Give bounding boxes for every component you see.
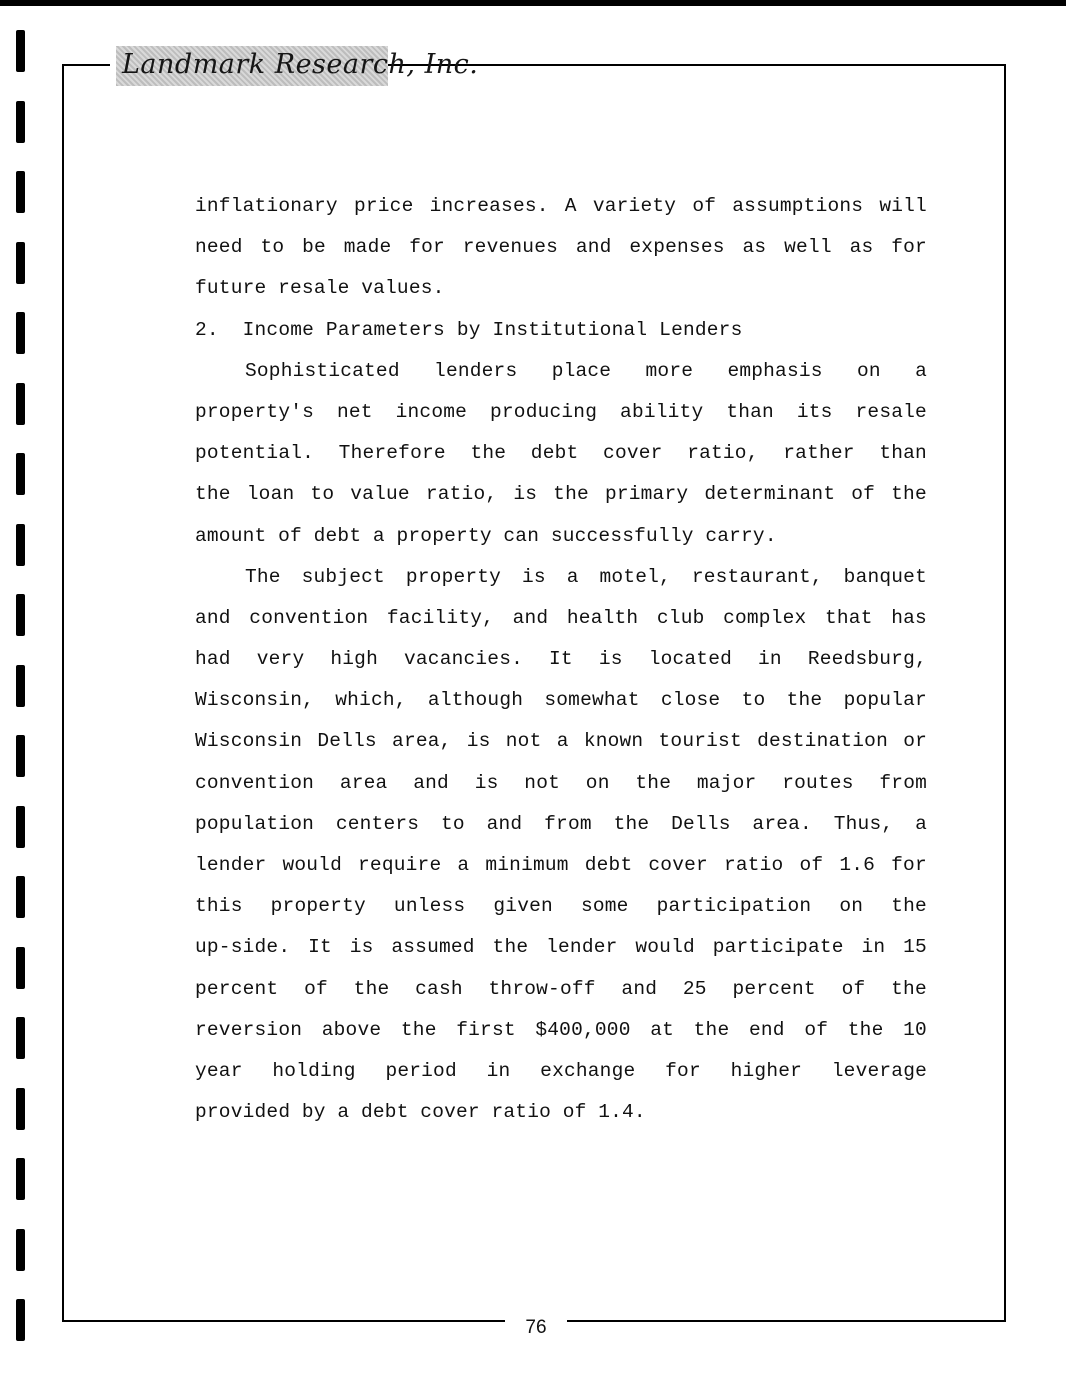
word: routes bbox=[782, 771, 854, 794]
word: future bbox=[195, 277, 267, 300]
word: inflationary bbox=[195, 195, 338, 217]
word: convention bbox=[195, 771, 315, 794]
body-line bbox=[195, 433, 927, 474]
word: It bbox=[308, 936, 332, 959]
word: at bbox=[650, 1018, 675, 1041]
word: participate bbox=[712, 936, 844, 959]
body-line bbox=[195, 310, 927, 351]
body-line bbox=[195, 557, 927, 598]
word: $400,000 bbox=[535, 1018, 631, 1041]
punch-hole bbox=[16, 947, 25, 989]
word: ratio bbox=[723, 854, 784, 876]
word: the bbox=[195, 483, 231, 506]
word: primary bbox=[604, 483, 689, 506]
word: than bbox=[726, 400, 774, 423]
document-body bbox=[195, 186, 927, 1133]
word: assumed bbox=[391, 936, 475, 959]
word: located bbox=[648, 648, 733, 671]
word: the bbox=[470, 442, 507, 465]
word: The bbox=[245, 565, 281, 588]
word: a bbox=[566, 565, 579, 588]
word: variety bbox=[592, 195, 677, 217]
word: centers bbox=[335, 812, 420, 835]
word: A bbox=[564, 195, 577, 217]
punch-hole bbox=[16, 383, 25, 425]
word: on bbox=[856, 359, 881, 382]
word: is bbox=[598, 648, 623, 671]
punch-hole bbox=[16, 242, 25, 284]
word: successfully bbox=[550, 524, 694, 547]
page-number-text: 76 bbox=[525, 1317, 547, 1338]
word: motel, bbox=[599, 565, 671, 588]
body-line bbox=[195, 969, 927, 1010]
word: convention bbox=[249, 606, 369, 629]
word: although bbox=[427, 689, 524, 712]
word: a bbox=[915, 359, 927, 382]
letterhead-logo bbox=[110, 46, 479, 86]
word: not bbox=[505, 730, 542, 753]
word: carry. bbox=[705, 524, 777, 547]
word: would bbox=[282, 854, 342, 876]
word: the bbox=[891, 483, 927, 506]
word: from bbox=[544, 812, 592, 835]
word: Dells bbox=[671, 812, 731, 835]
word: has bbox=[891, 606, 927, 629]
word: ratio, bbox=[687, 442, 759, 465]
word: can bbox=[503, 524, 540, 547]
word: destination bbox=[757, 730, 888, 753]
word: and bbox=[413, 771, 449, 794]
word: major bbox=[696, 771, 757, 794]
word: Wisconsin bbox=[195, 730, 303, 753]
word: by bbox=[301, 1101, 326, 1124]
word: given bbox=[493, 895, 553, 918]
word: amount bbox=[195, 524, 267, 547]
word: a bbox=[915, 812, 927, 835]
word: the bbox=[400, 1018, 437, 1041]
word: property bbox=[270, 895, 366, 918]
word: lenders bbox=[434, 359, 518, 382]
word: lender bbox=[195, 854, 267, 876]
word: ratio, bbox=[425, 483, 498, 506]
word: year bbox=[195, 1059, 243, 1082]
word: above bbox=[321, 1018, 382, 1041]
word: high bbox=[330, 648, 378, 671]
word: the bbox=[613, 812, 650, 835]
word: exchange bbox=[540, 1059, 636, 1082]
word: income bbox=[395, 400, 468, 423]
word: net bbox=[336, 400, 373, 423]
word: the bbox=[353, 977, 390, 1000]
body-line bbox=[195, 639, 927, 680]
punch-hole bbox=[16, 1088, 25, 1130]
word: Wisconsin, bbox=[195, 689, 315, 712]
word: somewhat bbox=[544, 689, 640, 712]
word: be bbox=[302, 236, 326, 259]
word: is bbox=[474, 771, 499, 794]
word: to bbox=[310, 483, 335, 506]
body-line bbox=[195, 186, 927, 227]
word: in bbox=[486, 1059, 511, 1082]
word: property bbox=[405, 565, 502, 588]
word: of bbox=[304, 977, 328, 1000]
word: throw-off bbox=[488, 977, 596, 1000]
word: 15 bbox=[903, 936, 927, 959]
word: 10 bbox=[903, 1018, 927, 1041]
word: of bbox=[841, 977, 866, 1000]
punch-hole bbox=[16, 101, 25, 143]
word: of bbox=[799, 854, 824, 876]
word: and bbox=[575, 236, 612, 259]
word: assumptions bbox=[732, 195, 864, 217]
body-line bbox=[195, 1010, 927, 1051]
punch-hole bbox=[16, 1299, 25, 1341]
word: to bbox=[741, 689, 766, 712]
word: leverage bbox=[831, 1059, 927, 1082]
word: health bbox=[566, 606, 639, 629]
word: the bbox=[693, 1018, 730, 1041]
word: as bbox=[742, 236, 767, 259]
punch-hole bbox=[16, 665, 25, 707]
word: up-side. bbox=[195, 936, 291, 959]
word: cover bbox=[420, 1101, 480, 1124]
word: It bbox=[549, 648, 573, 671]
word: debt bbox=[584, 854, 633, 876]
body-line bbox=[195, 721, 927, 762]
word: is bbox=[521, 565, 546, 588]
word: debt bbox=[313, 524, 362, 547]
word: the bbox=[635, 771, 672, 794]
word: in bbox=[758, 648, 782, 671]
word: for bbox=[891, 236, 927, 259]
word: banquet bbox=[843, 565, 927, 588]
punch-hole bbox=[16, 1158, 25, 1200]
word: for bbox=[665, 1059, 701, 1082]
word: debt bbox=[530, 442, 579, 465]
letterhead-logo-text: Landmark Research, Inc. bbox=[122, 49, 479, 80]
word: values. bbox=[361, 277, 445, 300]
punch-hole bbox=[16, 453, 25, 495]
word: for bbox=[891, 854, 927, 876]
word: resale bbox=[278, 277, 350, 300]
word: made bbox=[343, 236, 392, 259]
word: popular bbox=[843, 689, 927, 712]
word: is bbox=[466, 730, 491, 753]
body-line bbox=[195, 763, 927, 804]
word: value bbox=[350, 483, 410, 506]
word: provided bbox=[195, 1101, 291, 1124]
word: rather bbox=[783, 442, 855, 465]
word: close bbox=[660, 689, 721, 712]
word: cover bbox=[603, 442, 663, 465]
word: higher bbox=[730, 1059, 803, 1082]
word: the bbox=[891, 977, 927, 1000]
word: on bbox=[585, 771, 610, 794]
word: well bbox=[784, 236, 832, 259]
body-line bbox=[195, 227, 927, 268]
punch-hole bbox=[16, 30, 25, 72]
word: its bbox=[796, 400, 833, 423]
word: emphasis bbox=[727, 359, 823, 382]
word: would bbox=[635, 936, 695, 959]
word: in bbox=[861, 936, 886, 959]
word: producing bbox=[489, 400, 598, 423]
word: Thus, bbox=[833, 812, 894, 835]
word: tourist bbox=[658, 730, 742, 753]
word: the bbox=[553, 483, 589, 506]
word: area bbox=[339, 771, 388, 794]
word: of bbox=[692, 195, 717, 217]
body-line bbox=[195, 927, 927, 968]
word: ratio bbox=[491, 1101, 552, 1124]
word: the bbox=[891, 895, 927, 918]
punch-hole bbox=[16, 171, 25, 213]
word: is bbox=[349, 936, 374, 959]
word: had bbox=[195, 648, 231, 671]
word: potential. bbox=[195, 442, 315, 465]
word: than bbox=[879, 442, 927, 465]
word: very bbox=[256, 648, 305, 671]
word: reversion bbox=[195, 1018, 303, 1041]
word: subject bbox=[301, 565, 385, 588]
word: revenues bbox=[462, 236, 558, 259]
word: known bbox=[583, 730, 644, 753]
punch-hole bbox=[16, 1017, 25, 1059]
word: unless bbox=[393, 895, 466, 918]
body-line bbox=[195, 351, 927, 392]
page-number bbox=[505, 1308, 567, 1348]
punch-hole bbox=[16, 806, 25, 848]
word: property bbox=[396, 524, 492, 547]
word: restaurant, bbox=[691, 565, 823, 588]
word: participation bbox=[656, 895, 812, 918]
word: percent bbox=[195, 977, 279, 1000]
word: and bbox=[195, 606, 231, 629]
word: or bbox=[903, 730, 927, 753]
word: Therefore bbox=[338, 442, 446, 465]
word: not bbox=[524, 771, 561, 794]
word: Dells bbox=[317, 730, 377, 753]
word: debt bbox=[361, 1101, 409, 1124]
punch-hole bbox=[16, 524, 25, 566]
word: loan bbox=[246, 483, 295, 506]
punch-hole bbox=[16, 876, 25, 918]
word: cash bbox=[415, 977, 463, 1000]
word: holding bbox=[272, 1059, 356, 1082]
word: first bbox=[456, 1018, 516, 1041]
word: population bbox=[195, 812, 315, 835]
word: end bbox=[749, 1018, 785, 1041]
word: a bbox=[457, 854, 470, 876]
word: to bbox=[440, 812, 465, 835]
word: more bbox=[645, 359, 694, 382]
word: of bbox=[851, 483, 876, 506]
word: need bbox=[195, 236, 243, 259]
word: to bbox=[260, 236, 285, 259]
word: 25 bbox=[682, 977, 707, 1000]
word: as bbox=[849, 236, 874, 259]
word: require bbox=[358, 854, 442, 876]
word: period bbox=[385, 1059, 457, 1082]
word: a bbox=[556, 730, 569, 753]
word: place bbox=[551, 359, 612, 382]
section-heading: 2. Income Parameters by Institutional Lenders bbox=[195, 318, 743, 341]
word: of bbox=[804, 1018, 829, 1041]
body-line bbox=[195, 886, 927, 927]
punch-hole bbox=[16, 735, 25, 777]
word: cover bbox=[648, 854, 708, 876]
binder-punch-holes bbox=[16, 30, 28, 1380]
word: this bbox=[195, 895, 243, 918]
body-line bbox=[195, 474, 927, 515]
punch-hole bbox=[16, 594, 25, 636]
word: minimum bbox=[485, 854, 569, 876]
word: of bbox=[278, 524, 302, 547]
body-line bbox=[195, 598, 927, 639]
word: percent bbox=[732, 977, 816, 1000]
word: the bbox=[492, 936, 529, 959]
word: increases. bbox=[429, 195, 549, 217]
word: price bbox=[353, 195, 414, 217]
word: 1.4. bbox=[598, 1101, 646, 1124]
word: and bbox=[621, 977, 658, 1000]
body-line bbox=[195, 268, 927, 309]
word: the bbox=[786, 689, 823, 712]
word: Reedsburg, bbox=[807, 648, 927, 671]
body-line bbox=[195, 804, 927, 845]
word: area. bbox=[752, 812, 812, 835]
punch-hole bbox=[16, 1229, 25, 1271]
word: Sophisticated bbox=[245, 359, 400, 382]
punch-hole bbox=[16, 312, 25, 354]
word: club bbox=[656, 606, 705, 629]
word: expenses bbox=[629, 236, 725, 259]
word: will bbox=[879, 195, 927, 217]
word: area, bbox=[392, 730, 452, 753]
word: the bbox=[847, 1018, 884, 1041]
body-line bbox=[195, 392, 927, 433]
body-line bbox=[195, 1051, 927, 1092]
word: for bbox=[409, 236, 445, 259]
body-line bbox=[195, 680, 927, 721]
word: some bbox=[580, 895, 629, 918]
word: which, bbox=[335, 689, 407, 712]
word: lender bbox=[546, 936, 618, 959]
word: 1.6 bbox=[839, 854, 876, 876]
page-top-edge bbox=[0, 0, 1066, 6]
word: ability bbox=[620, 400, 704, 423]
body-line bbox=[195, 516, 927, 557]
word: property's bbox=[195, 400, 315, 423]
word: vacancies. bbox=[403, 648, 524, 671]
word: a bbox=[372, 524, 385, 547]
body-line bbox=[195, 845, 927, 886]
word: determinant bbox=[704, 483, 836, 506]
word: a bbox=[337, 1101, 350, 1124]
word: complex bbox=[723, 606, 807, 629]
word: and bbox=[486, 812, 523, 835]
word: from bbox=[879, 771, 927, 794]
word: and bbox=[512, 606, 549, 629]
word: that bbox=[825, 606, 873, 629]
body-line bbox=[195, 1092, 927, 1133]
word: of bbox=[562, 1101, 587, 1124]
word: is bbox=[513, 483, 538, 506]
word: resale bbox=[855, 400, 927, 423]
word: facility, bbox=[386, 606, 495, 629]
word: on bbox=[839, 895, 864, 918]
